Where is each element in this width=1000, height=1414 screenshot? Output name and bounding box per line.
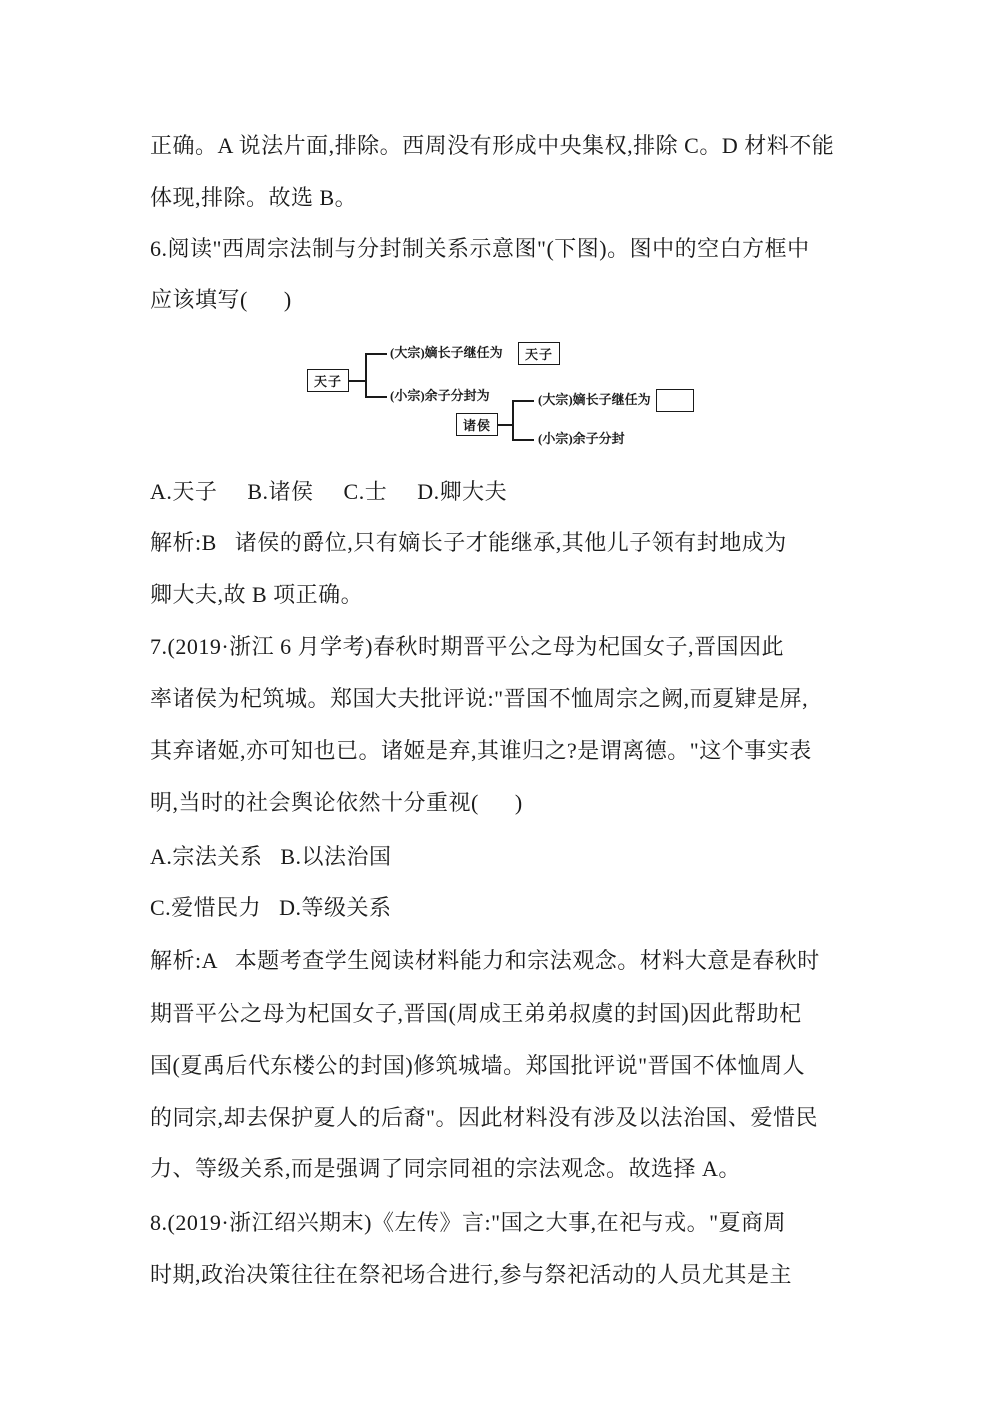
question8-stem-line-1: 8.(2019·浙江绍兴期末)《左传》言:"国之大事,在祀与戎。"夏商周 — [150, 1210, 787, 1235]
question6-analysis-line-2: 卿大夫,故 B 项正确。 — [150, 582, 364, 607]
diagram-label-dazong-heir-2: (大宗)嫡长子继任为 — [538, 392, 651, 407]
question7-analysis-line-5: 力、等级关系,而是强调了同宗同祖的宗法观念。故选择 A。 — [150, 1156, 741, 1181]
question7-analysis-line-3: 国(夏禹后代东楼公的封国)修筑城墙。郑国批评说"晋国不体恤周人 — [150, 1053, 806, 1078]
question7-stem-line-3: 其弃诸姬,亦可知也已。诸姬是弃,其谁归之?是谓离德。"这个事实表 — [150, 738, 812, 763]
question6-stem-line-2: 应该填写( ) — [150, 287, 292, 312]
diagram-label-xiaozong-enfeoff-2: (小宗)余子分封 — [538, 431, 625, 446]
diagram-connector — [512, 400, 514, 441]
zongfa-fenfeng-relationship-diagram — [300, 338, 700, 458]
question7-stem-line-1: 7.(2019·浙江 6 月学考)春秋时期晋平公之母为杞国女子,晋国因此 — [150, 634, 784, 659]
question7-stem-line-4: 明,当时的社会舆论依然十分重视( ) — [150, 790, 523, 815]
question7-options-ab: A.宗法关系 B.以法治国 — [150, 844, 392, 869]
diagram-label-xiaozong-enfeoff: (小宗)余子分封为 — [390, 388, 490, 403]
diagram-connector — [498, 424, 512, 426]
answer5-line-2: 体现,排除。故选 B。 — [150, 185, 358, 210]
diagram-heir-tianzi-box: 天子 — [518, 342, 560, 365]
question6-analysis-line-1: 解析:B 诸侯的爵位,只有嫡长子才能继承,其他儿子领有封地成为 — [150, 530, 787, 555]
diagram-connector — [365, 353, 387, 355]
question7-options-cd: C.爱惜民力 D.等级关系 — [150, 895, 392, 920]
question7-analysis-line-4: 的同宗,却去保护夏人的后裔"。因此材料没有涉及以法治国、爱惜民 — [150, 1105, 818, 1130]
diagram-label-dazong-heir: (大宗)嫡长子继任为 — [390, 345, 503, 360]
answer5-line-1: 正确。A 说法片面,排除。西周没有形成中央集权,排除 C。D 材料不能 — [150, 133, 835, 158]
diagram-connector — [365, 353, 367, 397]
diagram-connector — [512, 439, 534, 441]
diagram-connector — [365, 396, 387, 398]
question6-stem-line-1: 6.阅读"西周宗法制与分封制关系示意图"(下图)。图中的空白方框中 — [150, 236, 810, 261]
diagram-connector — [349, 380, 365, 382]
diagram-blank-answer-box — [656, 389, 694, 412]
question8-stem-line-2: 时期,政治决策往往在祭祀场合进行,参与祭祀活动的人员尤其是主 — [150, 1262, 793, 1287]
diagram-zhuhou-box: 诸侯 — [456, 413, 498, 436]
question7-stem-line-2: 率诸侯为杞筑城。郑国大夫批评说:"晋国不恤周宗之阙,而夏肄是屏, — [150, 686, 809, 711]
question7-analysis-line-2: 期晋平公之母为杞国女子,晋国(周成王弟弟叔虞的封国)因此帮助杞 — [150, 1001, 802, 1026]
diagram-connector — [512, 400, 534, 402]
question6-options: A.天子 B.诸侯 C.士 D.卿大夫 — [150, 479, 508, 504]
diagram-root-tianzi-box: 天子 — [307, 369, 349, 392]
question7-analysis-line-1: 解析:A 本题考查学生阅读材料能力和宗法观念。材料大意是春秋时 — [150, 948, 820, 973]
